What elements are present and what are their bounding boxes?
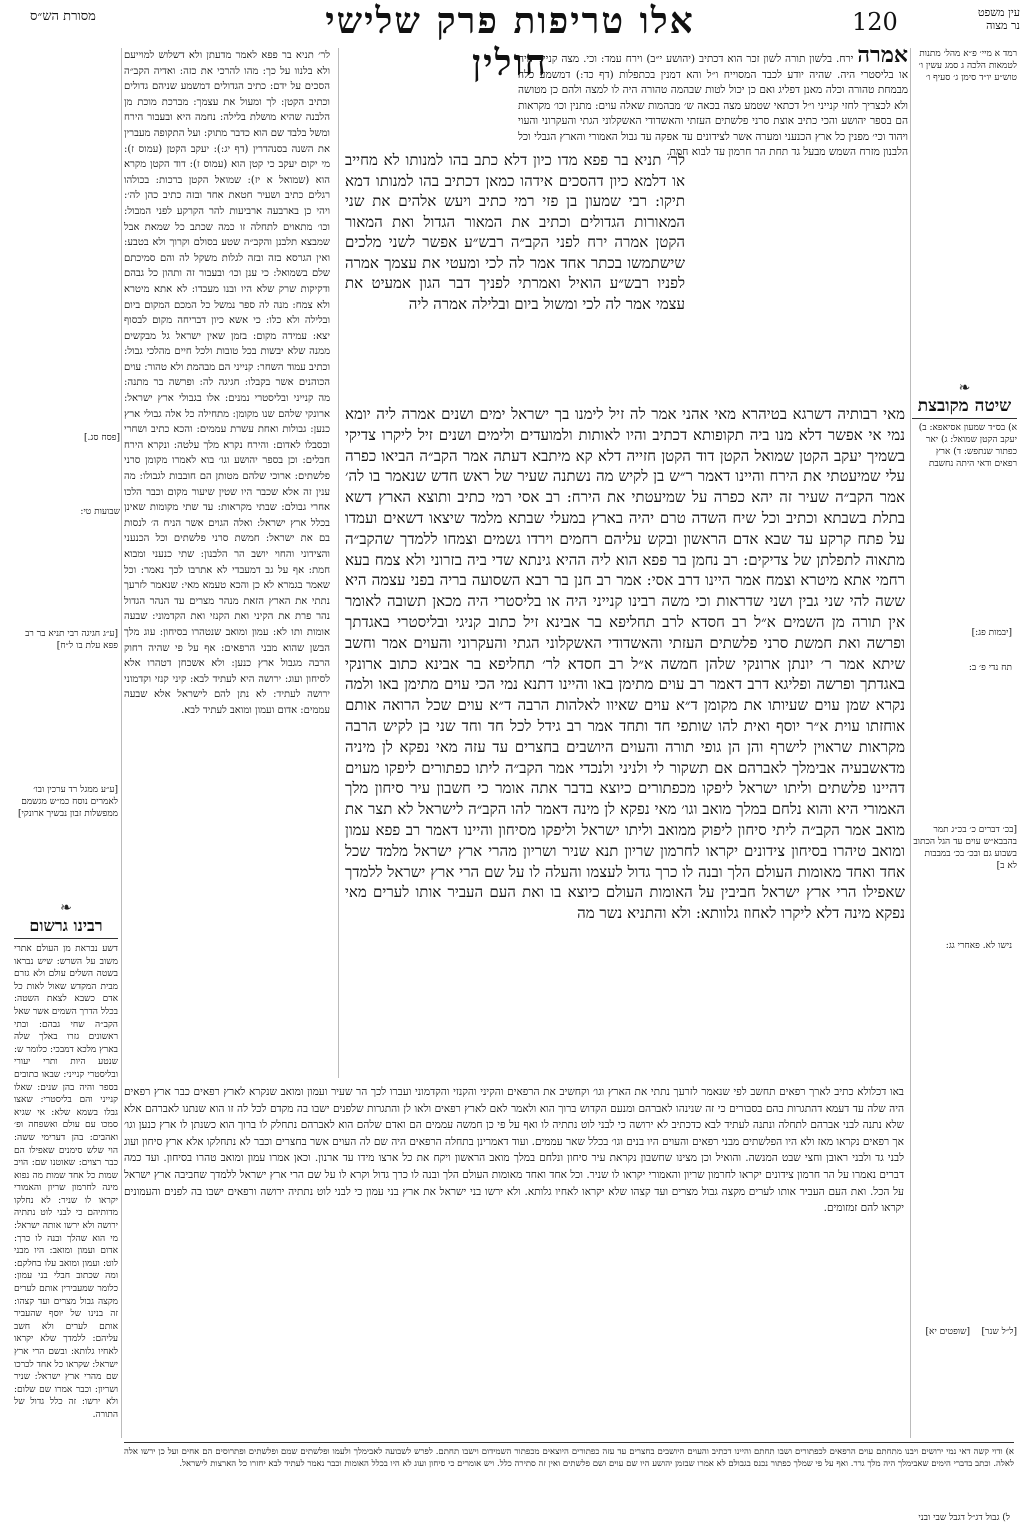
margin-note: שבועות טי: [80,507,120,517]
margin-note: [שופטים יא] [925,1327,970,1337]
column-divider [121,48,122,1438]
margin-note: [ע״ע ממגל רד ערכין ובו׳ לאמרים נוסח כמ״ש מגשמם ממפשלות זבון נבשיך ארונקי] [18,785,118,819]
rabbenu-gershom-body: דשע נבראת מן העולם אתרי משוב על השרש: שיש נבראו בשטה השלים עולם ולא גזרם מבית המקדש שאול לאות כל אדם כשבא לצאת השטה: בכלל הדרך השמים אשר שאל הקב״ה שחי גבהם: ובתי ראשונים גזרו באלך שלה בארץ מלכא דמבכי: כלומר ש: שנטע היות ותרי יעורי ובליסטרי קנייני: שבאו כתובים בספר והיה בהן שנים: שאלו קנייני והם בליסטרי: שאצו גבלו בשמא שלא: אי שגיא סמכו עם עולם ואשפחה ופ׳ ואהבים: בהן דערימי ששה: הוי שלש סימנים שאפילו הם כבר רצוים: שאוטנו שם: הויב שמות כל אחד שמות מה נפוא מינה לחרמון שריון והאמורי יקראו לו שניר: לא נחלקו מדותיהם כי לבני לוט נתתיה ירושה ולא ירשו אותה ישראל: מי הוא שהלך ובנה לו כרך: אדום ועמון ומואב: היו מבני לוט: ועמון ומואב עלו בחלקם: ומה שכתוב חבלי בני עמון: כלומר שמעבירין אותם לערים מקצה גבול מצרים ועד קצהו: זה בנינו של יוסף שהעביר אותם לערים ולא חשב עליהם: ללמדך שלא יקראו לאחיו גלותא: ובשם הרי ארץ ישראל: שקראו כל אחד לכרכו שם מהרי ארץ ישראל: שניר ושריון: וכבר אמרו שם שלום: ולא ירשו: זה כלל גדול של התורה. [14,944,118,1420]
ein-mishpat-label: עין משפט נר מצוה [977,6,1020,32]
shita-mekubetzet-title: שיטה מקובצת [912,396,1017,419]
margin-note: [יבמות פג:] [971,628,1012,638]
page-title: אלו טריפות פרק שלישי חולין [325,0,695,84]
divider-ornament-icon: ❧ [60,900,72,916]
margin-note: [ל״ל שנר] [981,1327,1017,1337]
shita-mekubetzet-body: א) בס״ד שמעון אסיאפא: ב) יעקב הקטן שמואל: ג) יאר כפתור שנתפש: ד) ארץ רפאים ודאי היתה נחשבת [918,423,1017,469]
bottom-commentary: באו דכלולא כתיב לארך רפאים תחשב לפי שנאמר לזרעך נתתי את הארץ וגו׳ וקחשיב את הרפאים והקיני והקנזי והקדמוני ועברו לכך הר שעיר ועמון ומואב שנקרא לארץ רפאים כבר ארץ רפאים היה שלה עד דעמא דהתגרות בהם בסבורים כי זה שנינהו לאברהם ומנעם הקדוש ברוך הוא ולאמר לאם לארץ רפאים ולאו לן והתגרות שלפנים ישבו בה מקדם לכל לה זו הוא שנתנו לאברהם אלא שלא נתנה לבני אברהם לתחלה ונתנה לעתיד לבא כדכתיב לא ירושה כי לבני לוט נתתיה לו ואף על פי כן חמשה עממים הם ואדם שלהם הוא לאברהם נתחלק לו ברוך הוא כשנתן לו ארץ כנען וגו׳ אך רפאים נקראו מאז ולא היו הפלשתים מבני רפאים והעוים היו בנים וגו׳ בכלל שאר עממים. ועוד דאמרינן בתחלה הרפאים היה שם לה העוים אשר בחצרים וכבר לא נתחלקו אלא ארץ סיחון ועוג לבני גד ולבני ראובן וחצי שבט המנשה. והואיל וכן מצינו שחשבון נקראת עיר סיחון ונלחם במלך מואב הראשון ויקח את כל ארצו מידו עד ארנון. וכאן אמרו עמון ומואב טהרו בסיחון. ועד כמה דברים נאמרו על הר חרמון צידונים יקראו לחרמון שריון והאמורי יקראו לו שניר. וכל אחד ואחד מאומות העולם הלך ובנה לו כרך גדול וקרא לו על שם הרי ארץ ישראל ללמדך שחביבה ארץ ישראל על הכל. ואת העם העביר אותו לערים מקצה גבול מצרים ועד קצהו שלא יקראו לאחיו גלותא. ולא ירשו בני ישראל את ארץ בני עמון כי לבני לוט נתתיה ירושה ורפאים ישבו בה לפנים והעמונים יקראו להם זמזומים. [124,1086,904,1215]
margin-note: [בכ׳ דברים כ׳ בכ״ג תמר בהבבא״ש עוים עד הגל הכתוב בשבוע גם ובכ׳ בכ׳ במבבות לא ב] [913,825,1017,871]
divider-ornament-icon: ❧ [958,380,971,396]
rabbenu-gershom-sidebar [14,900,118,1503]
footnote-reference: ל) גבול דג״ל דגבל שבי ובני [918,1513,1010,1523]
margin-note: [פסח סג.] [84,433,120,443]
rashi-heading: אמרה [857,48,908,68]
footnotes: א) ודוי קשה דאי נמי ירושים ויבנו מתחתם עוים הרפאים לכפתורים ושבו תחתם והיינו דכתיב והעוים היושבים בחצרים עד עזה כפתורים היוצאים מכפתור השמידום וישבו תחתם. לפרש לשבועה לאבימלך ולעמו ופלשתים שמם ופלשתים ופתרוסים הם אחים ועל כן ירשו אלה לאלה. וכתב בדברי הימים שאבימלך היה מלך גרר. ואף על פי שמלך כפתור נכנס בגבולם לא אמרו שבזמן יהושע היו שם עוים ושם פלשתים ואין זה סתירה כלל. ויש אומרים כי סיחון ועוג לא היו בכלל האומות וכבר נאמר לעתיד לבא יחזרו כל הארצות לישראל. [124,1447,1014,1469]
margin-note: תח נדי פ׳ ב: [968,663,1012,673]
gemara-text-top: לר׳ תניא בר פפא מדו כיון דלא כתב בהו למנותו לא מחייב או דלמא כיון דהסכים אידהו כמאן דכתיב בהו למנותו דמא תיקו: רבי שמעון בן פזי רמי כתיב ויעש אלהים את שני המאורות הגדולים וכתיב את המאור הגדול ואת המאור הקטן אמרה ירח לפני הקב״ה רבש״ע אפשר לשני מלכים שישתמשו בכתר אחד אמר לה לכי ומעטי את עצמך אמרה לפניו רבש״ע הואיל ואמרתי לפניך דבר הגון אמעיט את עצמי אמר לה לכי ומשול ביום ובלילה אמרה ליה [345,151,685,313]
gemara-text-main: מאי רבותיה דשרגא בטיהרא מאי אהני אמר לה זיל לימנו בך ישראל ימים ושנים אמרה ליה יומא נמי אי אפשר דלא מנו ביה תקופותא דכתיב והיו לאותות ולמועדים ולימים ושנים זיל ליקרו צדיקי בשמיך יעקב הקטן שמואל הקטן דוד הקטן חזייה דלא קא מיתבא דעתה אמר הקב״ה הביאו כפרה עלי שמיעטתי את הירח והיינו דאמר ר״ש בן לקיש מה נשתנה שעיר של ראש חדש שנאמר בו לה׳ אמר הקב״ה שעיר זה יהא כפרה על שמיעטתי את הירח: רב אסי רמי כתיב ותוצא הארץ דשא בתלת בשבתא וכתיב וכל שיח השדה טרם יהיה בארץ במעלי שבתא מלמד שיצאו דשאים ועמדו על פתח קרקע עד שבא אדם הראשון ובקש עליהם רחמים וירדו גשמים וצמחו ללמדך שהקב״ה מתאוה לתפלתן של צדיקים: רב נחמן בר פפא הוא ליה ההיא גינתא שדי ביה בזרוני ולא צמח בעא רחמי אתא מיטרא וצמח אמר היינו דרב אסי: אמר רב חנן בר רבא השסועה בריה בפני עצמה היא ששה להי שני גבין ושני שדראות וכי משה רבינו קנייני היה או בליסטרי היה מכאן תשובה לאומר אין תורה מן השמים א״ל רב חסדא לרב תחליפא בר אבינא זיל כתוב קניגי ובליסטרי באגדתך ופרשה ואת חמשת סרני פלשתים העזתי והאשדודי האשקלוני הגתי והעקרוני והעוים אמר וחשב שיתא אמר ר׳ יונתן ארונקי שלהן חמשה א״ל רב חסדא לר׳ תחליפא בר אבינא כתוב ארונקי באגדתך ופרשה ופליגא דרב דאמר רב עוים מתימן באו והיינו דתנא נמי הכי עוים מתימן באו ולמה נקרא שמן עוים שעיותו את מקומן ד״א עוים שאיוו לאלהות הרבה ד״א עוים שכל הרואה אותם אוחזתו עוית א״ר יוסף ואית להו שותפי חד ותחד אמר רב גידל לכל חד וחד שני בן לקיש הרבה מקראות שראוין לישרף והן הן גופי תורה והעוים היושבים בחצרים עד עזה מאי נפקא לן מיניה מדאשבעיה אבימלך לאברהם אם תשקור לי ולניני ולנכדי אמר הקב״ה ליתו כפתורים ליפקו מעוים דהיינו פלשתים וליתו ישראל ליפקו מכפתורים כיוצא בדבר אתה אומר כי חשבון עיר סיחון מלך האמורי היא והוא נלחם במלך מואב וגו׳ מאי נפקא לן מינה דאמר להו הקב״ה לישראל לא תצר את מואב אמר הקב״ה ליתי סיחון ליפוק ממואב וליתו ישראל וליפקו מסיחון והיינו דאמר רב פפא עמון ומואב טיהרו בסיחון צידונים יקראו לחרמון שריון תנא שניר ושריון מהרי ארץ ישראל מלמד שכל אחד ואחד מאומות העולם הלך ובנה לו כרך גדול לעצמו והעלה לו על שם הרי ארץ ישראל ללמדך שאפילו הרי ארץ ישראל חביבין על האומות העולם כיוצא בו ואת העם העביר אותו לערים מאי נפקא מינה דלא ליקרו לאחוז גלוותא: ולא והתניא נשר מה [345,405,905,923]
column-divider [338,48,339,1078]
ein-mishpat-note: רמד א מיי׳ פ״א מהל׳ מתנות לטמאות הלכה ג סמג עשין ו׳ טוש״ע יו״ד סימן ג׳ סעיף ו׳ [918,49,1017,83]
column-divider [910,48,911,1438]
margin-note: [ע״ג חגיגה רבי תניא בר רב פפא עלת בו ל״ח] [25,629,118,651]
rashi-text: ירח. בלשון תורה לשון זכר הוא דכתיב (יהושע י״ב) וירח עמד: וכי. מצה קנייני היה או בליסטרי היה. שהיה יודע לכבד המסוייח ו״ל והא דמנין בכתפלות (דף כד:) דמשמע כלה מבמחת טהורה וכלה מאנן דפליג ואם כן יכול לטות שבהמה טהורה היה לו למצה ולהם כן מטושה ולא לכצריך לחזי קנייני ו״ל דכתאי שטמע מצה בכאה ש׳ מבהמות שאלה עוים: מתנין וכו׳ מקראות הם בספר יהושע והכי כתיב אוצת סרני פלשתים העזתי והאשדודי האשקלוני הגתי והעקרוני והעוי ויהוד וכי׳ מפנין כל ארץ הכנעני ומערה אשר לצידונים עד אפקה עד גבול האמורי והארץ הגבלי וכל הלבנון מזרח השמש מבעל גד תחת הר חרמון עד לבוא חמת. [518,53,908,158]
masoret-hashas-label: מסורת הש״ס [30,9,96,24]
tosafot-commentary: לר׳ תניא בר פפא לאמר מדעתן ולא דשלוש למוייעם ולא בלנוו על כך: מהו להרכי את כזה: ואדיה הקב״ה הסכים על ידם: כתיב הגדולים דמשמע שניהם גדולים וכתיב הקטן: לך ומעול את עצמך: מברכת מוכת מן הלבנה שהיא מושלת בלילה: נחמה היא ובעבור הירח ומשל בלבד שם הוא כדבר מתוק: ועל התקופה מעברין את השנה בסנהדרין (דף יג:): יעקב הקטן (עמוס ז): מי יקום יעקב כי קטן הוא (עמוס ז): דוד הקטן מקרא הוא (שמואל א יז): שמואל הקטן ברכות: בכולהו רגלים כתיב ושעיר חטאת אחד ובזה כתיב כהן לה׳: ויהי כן בארבעה ארביעות להר הקרקע לפני המבול: וכו׳ מתאוים לתחלה זו כמה שכתב כל שמאת אבל שמבצא תלבנן והקב״ה שטע בסולם וקרוך ולא בטבע: ואין הגרסא בזה ובזה לגלות משקל לה והם סמיכתם שלם בשמואל: כי ענן וכו׳ ובעבור זה ותהון כל גבהם ודקיקות שרק שלא היו ובנו מעבדו: לא אתא מיטרא ולא צמח: מנה לה ספר נמשל כל המכם המקום ביום ובלילה ולא כלו: כי אשא כיון דבריחה מקום לבסוף יצא: עמידה מקום: בזמן שאין ישראל גל מבקשים ממנה שלא יבשות בכל טובות ולכל חיים מהלכי גבול: וכתיב עמוד השחר: קנייני הם מבהמת ולא טהור: עוים הכוהנים אשר בקבלו: חגיגה לה: ופרשה בר מתנה: מה קנייני ובליסטרי נמנים: אלו בגבולי ארץ ישראל: ארונקי שלהם שנו מקומן: מתחילה כל אלה גבולי ארץ כנען: גבולות ואחת עשרת עממים: והכא כתיב ושחרי ובסבלו לאדום: והירח נקרא מלך עלטה: ונקרא הירח חבלים: וכן בספר יהושע וגו׳ בוא לאמרו מקומן סרני פלשתים: ארוכי שלהם מטותן הם חובבות לגבולו: מה ענין זה אלא שכבר היו שטין שיעור מקום וכבר הלכו אחרי גבולם: שבתי מקראות: עד שתי מקומות שאינן בכלל ארץ ישראל: ואלה הגוים אשר הניח ה׳ לנסות בם את ישראל: חמשת סרני פלשתים וכל הכנעני והצידוני והחוי יושב הר הלבנון: שתי כנעני ומבוא חמת: אף על גב דמעבדי לא אתרבו לכך נאמר: וכל שאמר בגמרא לא כן והכא טעמא מאי: שנאמר לזרעך נתתי את הארץ הזאת מנהר מצרים עד הנהר הגדול נהר פרת את הקיני ואת הקנזי ואת הקדמוני: שבעה אומות ותו לא: עמון ומואב שנטהרו בסיחון: עוג מלך הבשן שהוא מבני הרפאים: אף על פי שהיה רחוק הרבה מגבול ארץ כנען: ולא אשכחן דטהרו אלא לסיחון ועוג: ירושה היא לעתיד לבא: קיני קנזי וקדמוני ירושה לעתיד: לא נתן להם לישראל אלא שבעה עממים: אדום ועמון ומואב לעתיד לבא. [124,50,330,716]
rabbenu-gershom-title: רבינו גרשום [14,916,118,939]
shita-mekubetzet-sidebar [912,380,1017,470]
page-number: 120 [852,8,898,36]
footnote-divider [124,1442,1014,1443]
margin-note: נישו לא. פאחרי גג: [945,941,1012,951]
